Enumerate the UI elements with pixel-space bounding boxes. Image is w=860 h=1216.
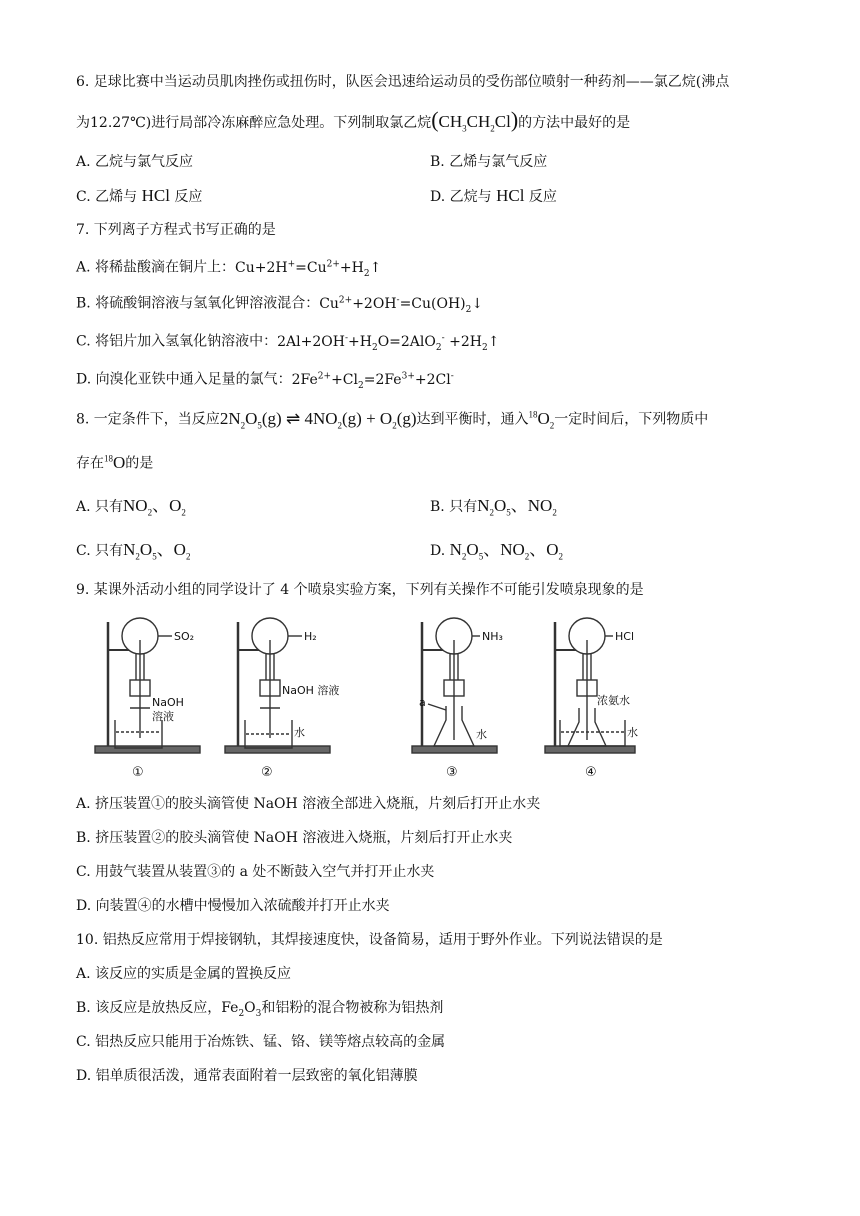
- q9-option-c: C. 用鼓气装置从装置③的 a 处不断鼓入空气并打开止水夹: [76, 864, 435, 880]
- q6-line2-post: 的方法中最好的是: [518, 115, 631, 131]
- q8-option-b: B. 只有$N_2O_5$、$NO_2$: [430, 496, 557, 518]
- equation: $Cu+2H^+=Cu^{2+}+H_2↑$: [235, 259, 382, 279]
- label-num-1: ①: [132, 765, 144, 780]
- label-naoh-1b: 溶液: [152, 710, 174, 723]
- q8-pre: 8. 一定条件下，当反应: [76, 411, 220, 428]
- q8-option-d-pre: D.: [430, 543, 446, 559]
- formula-paren: ): [510, 107, 519, 132]
- q8-line2: [76, 448, 153, 474]
- q7-option-a: [76, 254, 381, 283]
- q7-option-b-pre: B. 将硫酸铜溶液与氢氧化钾溶液混合：: [76, 295, 320, 312]
- q9-option-b: B. 挤压装置②的胶头滴管使 NaOH 溶液进入烧瓶，片刻后打开止水夹: [76, 830, 513, 846]
- q6-option-a: A. 乙烷与氯气反应: [76, 154, 194, 170]
- q7-stem: 7. 下列离子方程式书写正确的是: [76, 222, 276, 238]
- q6-option-d: [430, 186, 557, 207]
- q10-option-b: [76, 998, 443, 1024]
- q10-option-c: C. 铝热反应只能用于冶炼铁、锰、铬、镁等熔点较高的金属: [76, 1034, 446, 1050]
- q6-option-d-pre: D. 乙烷与: [430, 189, 492, 205]
- q10-option-a: A. 该反应的实质是金属的置换反应: [76, 966, 292, 982]
- q8-post: 一定时间后，下列物质中: [554, 411, 709, 428]
- label-num-3: ③: [446, 765, 458, 780]
- fountain-apparatus-figure: [80, 610, 650, 785]
- q8-line1: [76, 404, 708, 435]
- label-water-2: 水: [294, 726, 305, 739]
- equation: $2Al+2OH^-+H_2O=2AlO_2^-$ $+2H_2↑$: [277, 333, 500, 353]
- q6-line1: 6. 足球比赛中当运动员肌肉挫伤或扭伤时，队医会迅速给运动员的受伤部位喷射一种药剂——氯乙烷(沸点: [76, 74, 730, 90]
- formula-18o2: $^{18}O_2$: [528, 408, 555, 431]
- q8-mid: 达到平衡时，通入: [416, 411, 529, 428]
- q9-stem: 9. 某课外活动小组的同学设计了 4 个喷泉实验方案，下列有关操作不可能引发喷泉现象的是: [76, 582, 644, 598]
- equation: $2Fe^{2+}+Cl_2=2Fe^{3+}+2Cl^-$: [291, 371, 454, 391]
- q6-option-c: [76, 186, 202, 207]
- q8-option-c: C. 只有$N_2O_5$、$O_2$: [76, 540, 191, 562]
- label-gas-2: H₂: [304, 630, 317, 643]
- reaction-equation: $2N_2O_5(g)$ ⇌ $4NO_2(g) + O_2(g)$: [219, 408, 417, 431]
- q8-line2-post: 的是: [125, 455, 154, 472]
- formula-hcl: HCl: [496, 186, 525, 205]
- q8-option-c-pre: C. 只有: [76, 543, 124, 559]
- q7-option-d-pre: D. 向溴化亚铁中通入足量的氯气：: [76, 371, 292, 388]
- formula-18o: $^{18}$O: [104, 452, 126, 472]
- label-water-3: 水: [476, 728, 487, 741]
- q6-option-b: B. 乙烯与氯气反应: [430, 154, 548, 170]
- q8-option-b-pre: B. 只有: [430, 499, 478, 515]
- label-naoh-1a: NaOH: [152, 696, 184, 709]
- q6-line2: [76, 107, 631, 138]
- equation: $Cu^{2+}+2OH^-=Cu(OH)_2↓$: [319, 295, 484, 315]
- formula-ch3ch2cl: $CH_3CH_2Cl$: [438, 112, 511, 134]
- q6-option-d-post: 反应: [528, 189, 557, 205]
- q7-option-c: [76, 328, 499, 357]
- q8-option-d: D. $N_2O_5$、$NO_2$、$O_2$: [430, 540, 564, 562]
- label-water-4: 水: [627, 726, 638, 739]
- label-num-4: ④: [585, 765, 597, 780]
- label-conc-ammonia: 浓氨水: [597, 694, 630, 707]
- label-naoh-2: NaOH 溶液: [282, 684, 340, 697]
- q10-option-b-post: 和铝粉的混合物被称为铝热剂: [261, 1000, 444, 1016]
- q8-line2-pre: 存在: [76, 455, 104, 472]
- formula-fe2o3: $Fe_2O_3$: [221, 1000, 262, 1019]
- formula-hcl: HCl: [141, 186, 170, 205]
- q7-option-c-pre: C. 将铝片加入氢氧化钠溶液中：: [76, 333, 278, 350]
- formula-paren: (: [431, 107, 439, 132]
- q7-option-a-pre: A. 将稀盐酸滴在铜片上：: [76, 259, 236, 276]
- label-num-2: ②: [261, 765, 273, 780]
- label-a: a: [419, 696, 426, 709]
- q8-option-a-pre: A. 只有: [76, 499, 124, 515]
- label-gas-3: NH₃: [482, 630, 503, 643]
- q7-option-b: [76, 290, 483, 319]
- q7-option-d: [76, 366, 454, 395]
- q6-option-c-post: 反应: [174, 189, 203, 205]
- label-gas-1: SO₂: [174, 630, 195, 643]
- q6-option-c-pre: C. 乙烯与: [76, 189, 138, 205]
- q8-option-a: A. 只有$NO_2$、$O_2$: [76, 496, 186, 518]
- q9-option-a: A. 挤压装置①的胶头滴管使 NaOH 溶液全部进入烧瓶，片刻后打开止水夹: [76, 796, 541, 812]
- q10-stem: 10. 铝热反应常用于焊接钢轨，其焊接速度快，设备简易，适用于野外作业。下列说法错误的是: [76, 932, 663, 948]
- q10-option-b-pre: B. 该反应是放热反应，: [76, 1000, 222, 1016]
- q10-option-d: D. 铝单质很活泼，通常表面附着一层致密的氧化铝薄膜: [76, 1068, 418, 1084]
- label-gas-4: HCl: [615, 630, 635, 643]
- q6-line2-pre: 为12.27℃)进行局部冷冻麻醉应急处理。下列制取氯乙烷: [76, 115, 432, 131]
- q9-option-d: D. 向装置④的水槽中慢慢加入浓硫酸并打开止水夹: [76, 898, 390, 914]
